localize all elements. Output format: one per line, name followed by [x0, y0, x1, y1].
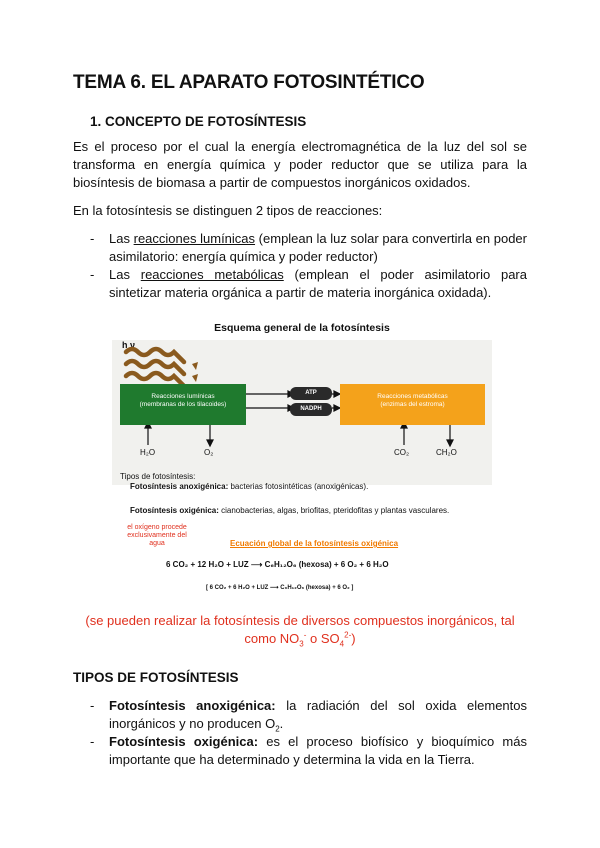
- note-sub: 3: [299, 639, 304, 649]
- h2o-input-label: H₂O: [140, 448, 156, 457]
- equation-heading: Ecuación global de la fotosíntesis oxigénica: [230, 539, 399, 548]
- light-reactions-box: [120, 384, 246, 425]
- metabolic-reactions-box: [340, 384, 485, 425]
- inorganic-compounds-note: [73, 612, 527, 648]
- figure-title: Esquema general de la fotosíntesis: [214, 322, 390, 334]
- note-sub: 4: [339, 639, 345, 649]
- global-equation: 6 CO₂ + 12 H₂O + LUZ ⟶ C₆H₁₂O₆ (hexosa) + 6 O₂ + 6 H₂O: [166, 560, 389, 569]
- paragraph-definition: Es el proceso por el cual la energía electromagnética de la luz del sol se transforma en energía química y poder reductor que se utiliza para la biosíntesis de biomasa a partir de compuestos inorgánicos oxidados.: [73, 139, 527, 190]
- list-item-text: es el proceso biofísico y bioquímico más importante que ha determinado y determina la vida en la Tierra.: [109, 734, 527, 767]
- photosynthesis-types-list: [90, 697, 527, 769]
- anoxygenic-line: [130, 482, 368, 492]
- section-heading-tipos: TIPOS DE FOTOSÍNTESIS: [73, 670, 239, 685]
- light-reactions-label: Reacciones lumínicas (membranas de los tilacoides): [139, 393, 227, 408]
- note-sup: -: [303, 630, 307, 640]
- oxygenic-text: cianobacterias, algas, briofitas, pteridofitas y plantas vasculares.: [218, 506, 450, 515]
- net-equation: [ 6 CO₂ + 6 H₂O + LUZ ⟶ C₆H₁₂O₆ (hexosa) + 6 O₂ ]: [206, 585, 354, 591]
- list-item: - Las reacciones lumínicas (emplean la luz solar para convertirla en poder asimilatorio: energía química y poder reductor): [90, 231, 527, 264]
- list-item-text: (emplean la luz solar para convertirla en poder asimilatorio: energía química y poder reductor): [109, 231, 527, 264]
- list-item-prefix: Las: [109, 267, 141, 282]
- list-item: - Fotosíntesis anoxigénica: la radiación del sol oxida elementos inorgánicos y no producen $O_2$.: [90, 698, 527, 734]
- nadph-badge: NADPH: [290, 403, 332, 416]
- co2-input-label: CO₂: [394, 448, 410, 457]
- note-text: o SO: [306, 631, 340, 646]
- term-anoxigenica: Fotosíntesis anoxigénica:: [109, 698, 276, 713]
- reaction-list: [90, 230, 527, 302]
- anoxygenic-text: bacterias fotosintéticas (anoxigénicas).: [228, 482, 369, 491]
- paragraph-reaction-types: En la fotosíntesis se distinguen 2 tipos de reacciones:: [73, 203, 383, 218]
- oxygen-origin-note: el oxígeno procede exclusivamente del agua: [127, 524, 187, 547]
- note-text: ): [351, 631, 356, 646]
- term-reacciones-luminicas: reacciones lumínicas: [133, 231, 256, 246]
- note-line-2: [73, 630, 527, 648]
- anoxygenic-label: Fotosíntesis anoxigénica:: [130, 482, 229, 491]
- list-item-text: la radiación del sol oxida elementos inorgánicos y no producen O: [109, 698, 527, 731]
- subscript: 2: [275, 724, 280, 734]
- term-oxigenica: Fotosíntesis oxigénica:: [109, 734, 259, 749]
- page-title: TEMA 6. EL APARATO FOTOSINTÉTICO: [73, 72, 425, 93]
- light-symbol: h ν: [122, 340, 136, 350]
- list-item-text: (emplean el poder asimilatorio para sintetizar materia orgánica a partir de materia inorgánica oxidada).: [109, 267, 527, 300]
- list-item-prefix: Las: [109, 231, 134, 246]
- term-reacciones-metabolicas: reacciones metabólicas: [140, 267, 284, 282]
- note-sup: 2-: [344, 630, 352, 640]
- note-line-1: (se pueden realizar la fotosíntesis de diversos compuestos inorgánicos, tal: [85, 613, 515, 628]
- list-item: - Fotosíntesis oxigénica: es el proceso biofísico y bioquímico más importante que ha determinado y determina la vida en la Tierra.: [90, 734, 527, 767]
- oxygenic-line: [130, 506, 470, 516]
- list-item-end: .: [279, 716, 284, 731]
- photosynthesis-diagram: [112, 320, 492, 600]
- section-heading-concepto: 1. CONCEPTO DE FOTOSÍNTESIS: [90, 114, 307, 129]
- metabolic-reactions-label: Reacciones metabólicas (enzimas del estroma): [377, 393, 448, 408]
- oxygenic-label: Fotosíntesis oxigénica:: [130, 506, 219, 515]
- atp-badge: ATP: [290, 387, 332, 400]
- ch2o-output-label: CH₂O: [436, 448, 457, 457]
- note-text: como NO: [244, 631, 300, 646]
- types-label: Tipos de fotosíntesis:: [120, 472, 196, 481]
- o2-output-label: O₂: [204, 448, 214, 457]
- list-item: - Las reacciones metabólicas (emplean el poder asimilatorio para sintetizar materia orgánica a partir de materia inorgánica oxidada).: [90, 267, 527, 300]
